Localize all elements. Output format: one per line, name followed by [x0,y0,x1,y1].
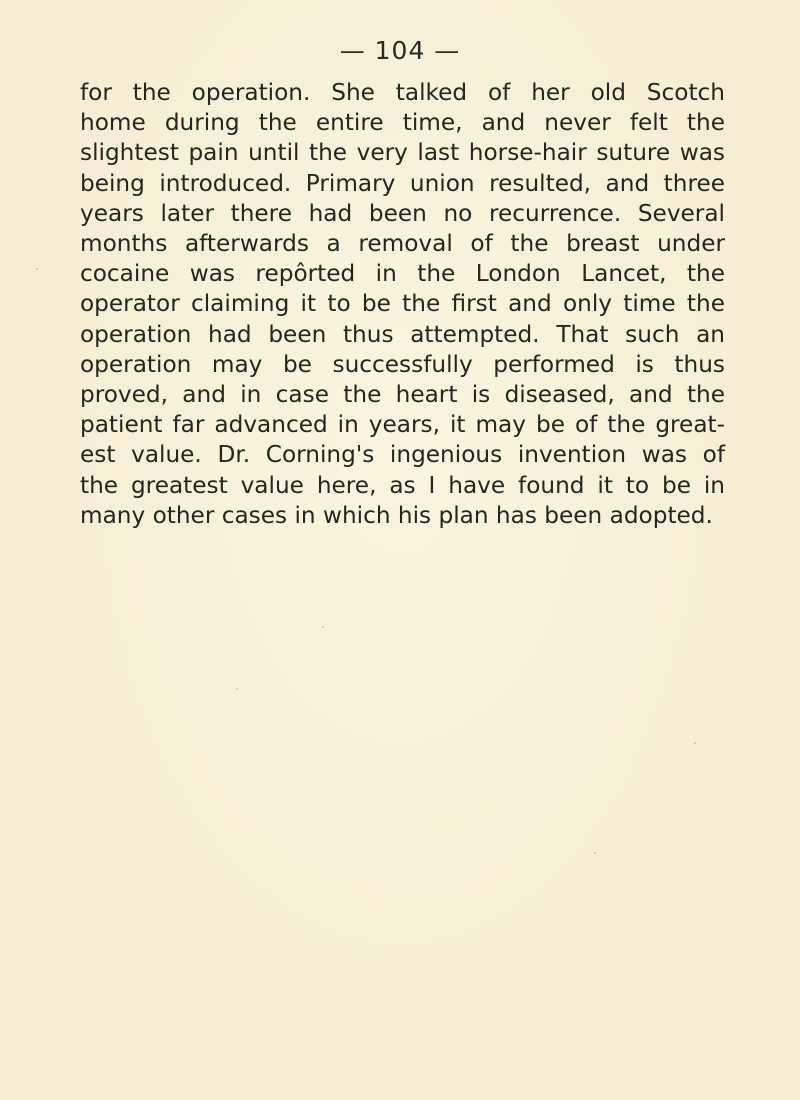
text-line: months afterwards a removal of the breast under [80,230,725,258]
text-line: for the operation. She talked of her old Scotch [80,79,725,106]
text-line: est value. Dr. Corning's ingenious invention was of [80,441,725,469]
text-line: slightest pain until the very last horse-hair suture was [80,139,725,167]
text-line: home during the entire time, and never felt the [80,109,725,137]
text-line: patient far advanced in years, it may be of the great- [80,411,725,439]
paper-speck [694,742,696,744]
text-line: operation may be successfully performed is thus [80,350,725,378]
text-line: operation had been thus attempted. That such an [80,320,725,348]
text-line: cocaine was repôrted in the London Lancet, the [80,260,725,288]
text-line: many other cases in which his plan has been adopted. [80,501,713,529]
paper-speck [36,268,38,270]
text-line: operator claiming it to be the first and only time the [80,290,725,318]
paper-speck [236,688,238,690]
page-number: — 104 — [339,36,461,65]
paper-speck [322,626,324,628]
text-line: the greatest value here, as I have found it to be in [80,471,725,499]
text-line: years later there had been no recurrence. Several [80,199,725,227]
body-paragraph [80,78,725,531]
text-line: being introduced. Primary union resulted, and three [80,169,725,197]
text-line: proved, and in case the heart is diseased, and the [80,381,725,409]
paper-speck [594,852,596,854]
